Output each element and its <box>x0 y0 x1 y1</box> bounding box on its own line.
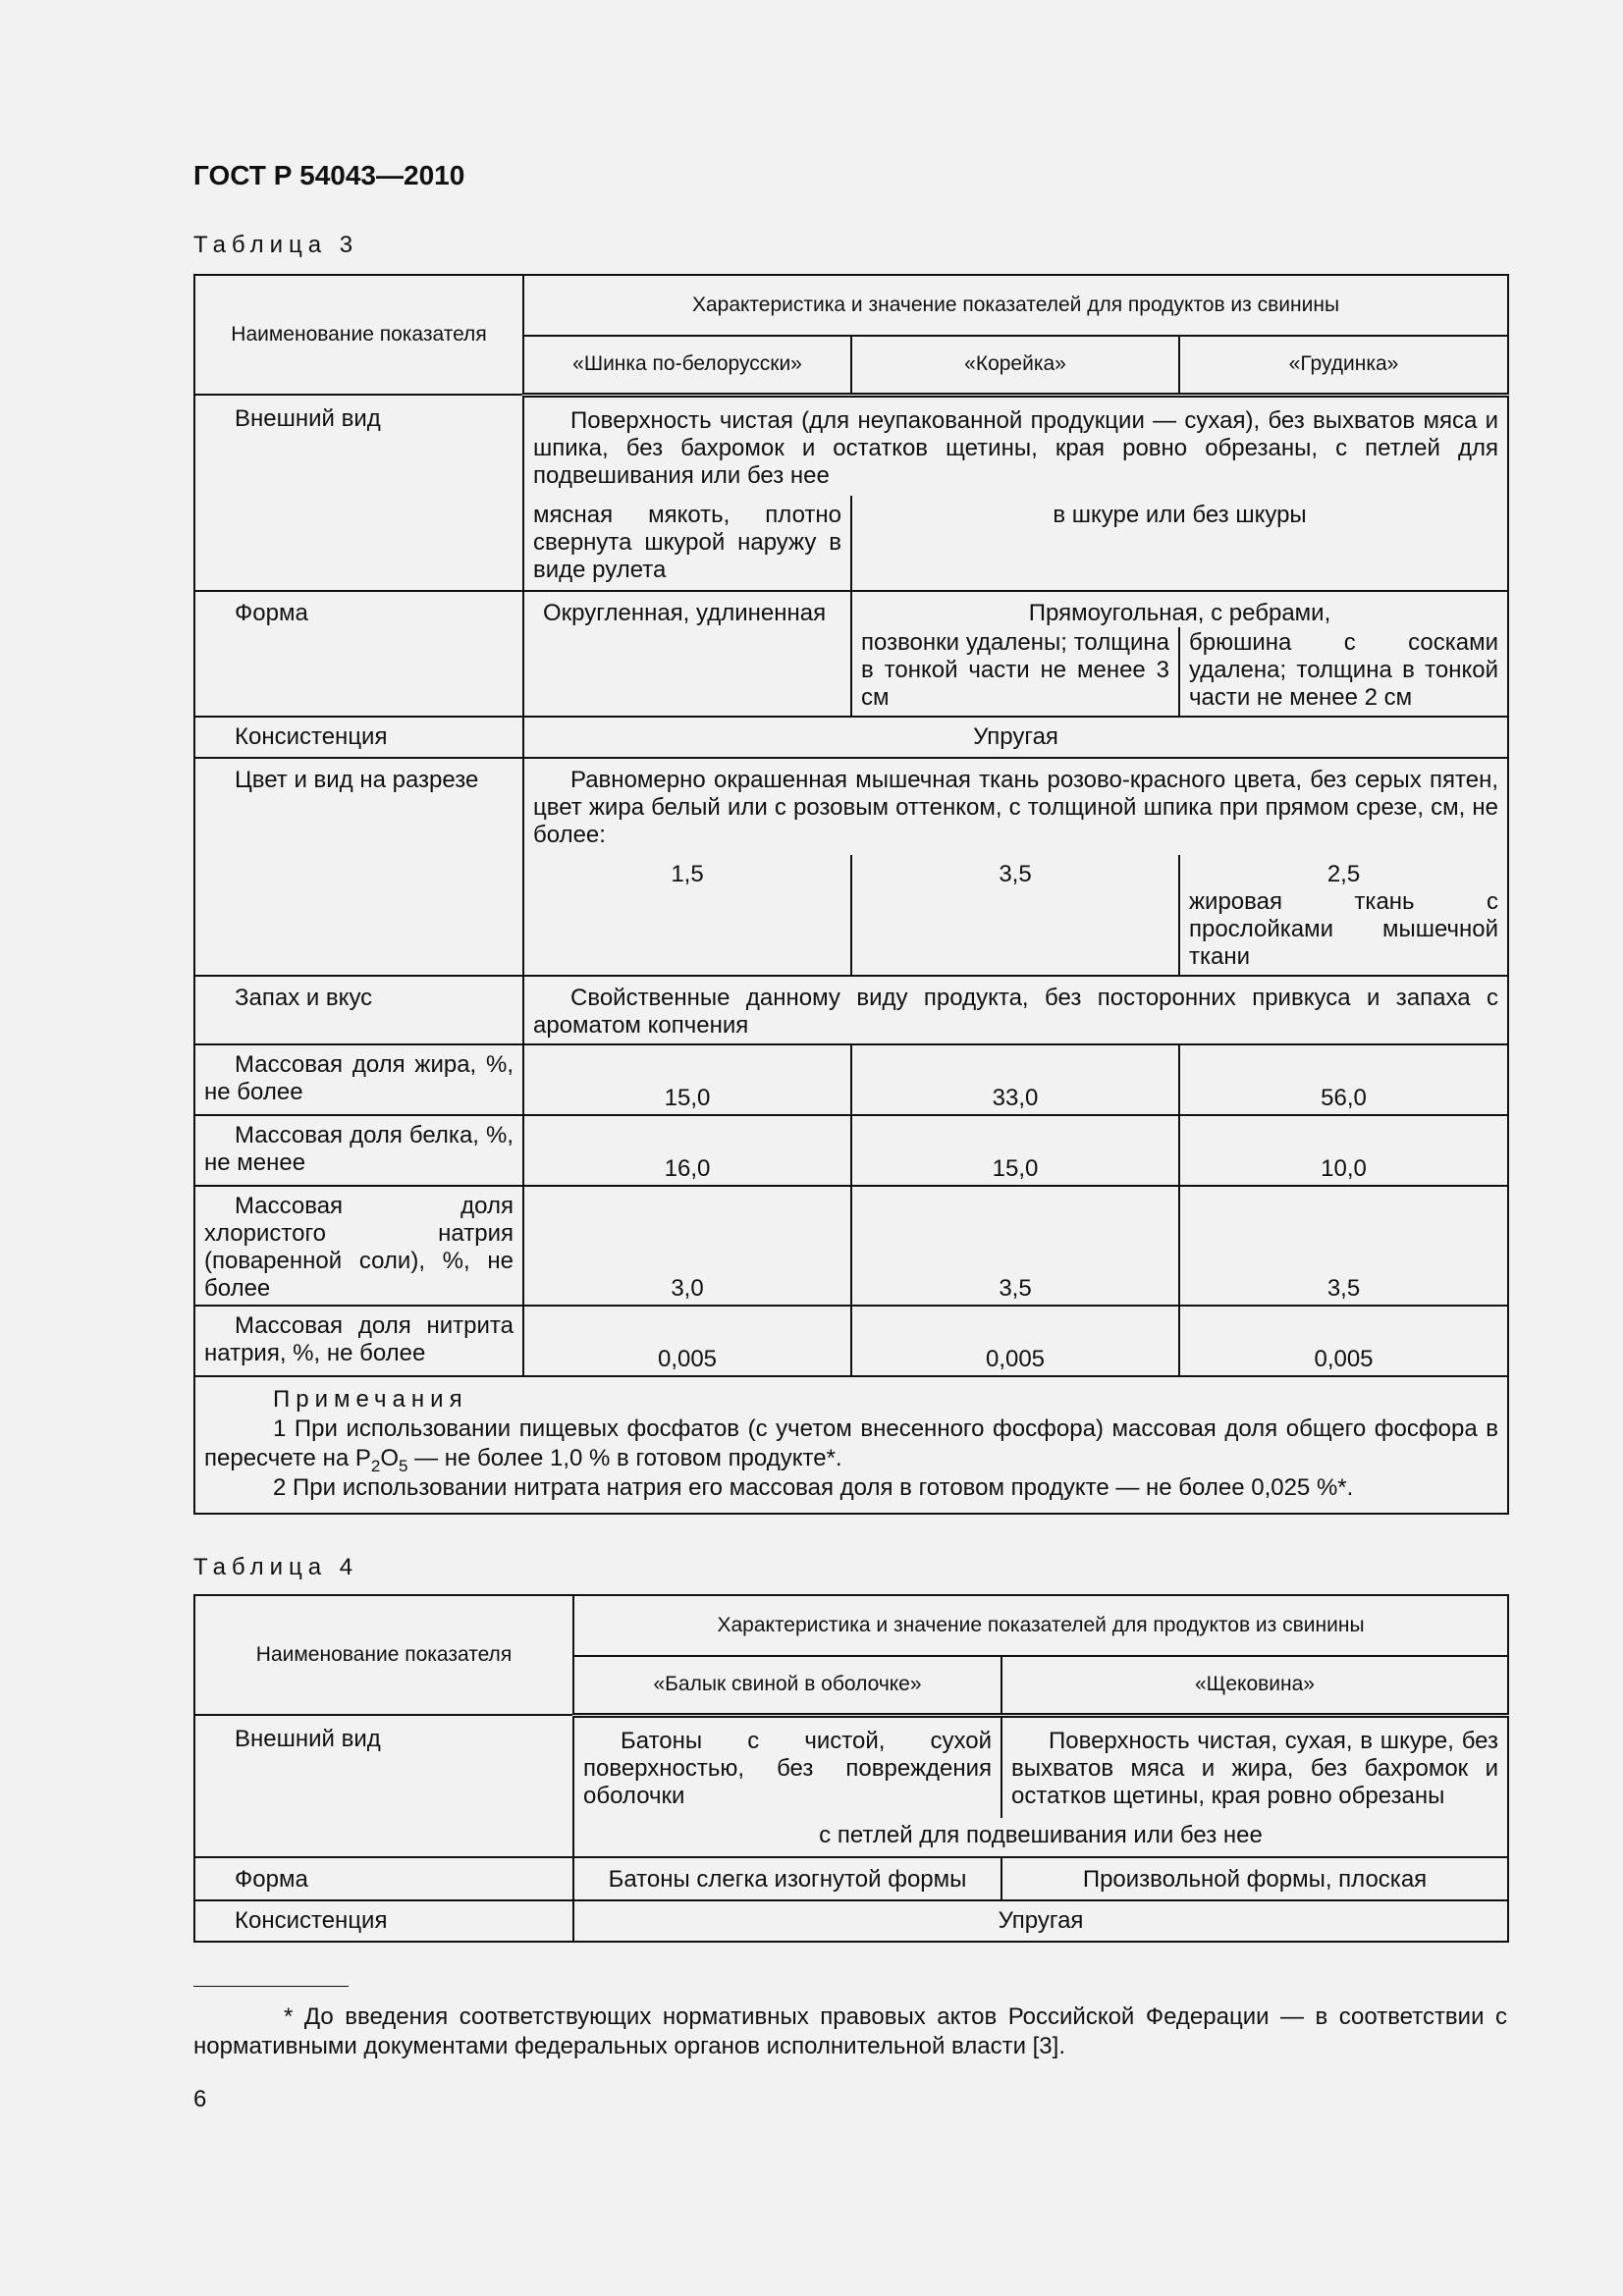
nitrite-col1: 0,005 <box>523 1306 851 1376</box>
table4-header-name: Наименование показателя <box>194 1595 573 1715</box>
table3-row-fat <box>194 1044 1508 1115</box>
row-label: Цвет и вид на разрезе <box>194 758 523 976</box>
table3-header-group: Характеристика и значение показателей для продуктов из свинины <box>523 275 1508 336</box>
table3-row-nitrite <box>194 1306 1508 1376</box>
table3-row-appearance <box>194 395 1508 496</box>
table3-row-salt <box>194 1186 1508 1306</box>
appearance-common: Поверхность чистая (для неупакованной продукции — сухая), без выхватов мяса и шпика, без бахромок и остатков щетины, края ровно обрезаны, с петлей для подвешивания или без нее <box>523 395 1508 496</box>
fat-col3: 56,0 <box>1179 1044 1508 1115</box>
table3-header-name: Наименование показателя <box>194 275 523 395</box>
t4-shape-col2: Произвольной формы, плоская <box>1001 1857 1508 1900</box>
footnote-divider <box>193 1986 349 1987</box>
row-label: Внешний вид <box>194 1715 573 1857</box>
table3-row-color <box>194 758 1508 855</box>
notes-title: Примечания <box>273 1385 468 1413</box>
table4-row-consistency <box>194 1900 1508 1942</box>
table3-header-col1: «Шинка по-белорусски» <box>523 336 851 395</box>
table3 <box>193 274 1509 1515</box>
nitrite-col3: 0,005 <box>1179 1306 1508 1376</box>
table4-caption: Таблица 4 <box>193 1554 359 1580</box>
t4-appearance-common: с петлей для подвешивания или без нее <box>573 1818 1508 1857</box>
color-col3-value: 2,5 <box>1326 860 1361 887</box>
row-label: Консистенция <box>194 717 523 758</box>
fat-col1: 15,0 <box>523 1044 851 1115</box>
shape-col3: брюшина с сосками удалена; толщина в тонкой части не менее 2 см <box>1179 627 1508 717</box>
table4 <box>193 1594 1509 1943</box>
salt-col2: 3,5 <box>851 1186 1179 1306</box>
nitrite-col2: 0,005 <box>851 1306 1179 1376</box>
table3-row-smell <box>194 976 1508 1044</box>
color-col3-note: жировая ткань с прослойками мышечной ткани <box>1189 887 1499 970</box>
table4-header-col2: «Щековина» <box>1001 1656 1508 1715</box>
table3-row-shape <box>194 591 1508 627</box>
t4-shape-col1: Батоны слегка изогнутой формы <box>573 1857 1001 1900</box>
consistency-value: Упругая <box>523 717 1508 758</box>
table4-header-col1: «Балык свиной в оболочке» <box>573 1656 1001 1715</box>
table4-row-appearance <box>194 1715 1508 1818</box>
note-1: 1 При использовании пищевых фосфатов (с учетом внесенного фосфора) массовая доля общего фосфора в пересчете на $P_2O_5$ — не более 1,0 % в готовом продукте*. <box>204 1415 1499 1475</box>
shape-col2: позвонки удалены; толщина в тонкой части не менее 3 см <box>851 627 1179 717</box>
table3-row-protein <box>194 1115 1508 1186</box>
appearance-col1: мясная мякоть, плотно свернута шкурой наружу в виде рулета <box>523 496 851 591</box>
row-label: Массовая доля жира, %, не более <box>194 1044 523 1115</box>
salt-col3: 3,5 <box>1179 1186 1508 1306</box>
row-label: Форма <box>194 1857 573 1900</box>
table3-header-col3: «Грудинка» <box>1179 336 1508 395</box>
row-label: Массовая доля белка, %, не менее <box>194 1115 523 1186</box>
color-col1: 1,5 <box>523 855 851 976</box>
color-common: Равномерно окрашенная мышечная ткань розово-красного цвета, без серых пятен, цвет жира белый или с розовым оттенком, с толщиной шпика при прямом срезе, см, не более: <box>523 758 1508 855</box>
table4-row-shape <box>194 1857 1508 1900</box>
row-label: Запах и вкус <box>194 976 523 1044</box>
appearance-col23: в шкуре или без шкуры <box>851 496 1508 591</box>
row-label: Массовая доля хлористого натрия (поваренной соли), %, не более <box>194 1186 523 1306</box>
protein-col2: 15,0 <box>851 1115 1179 1186</box>
footnote: * До введения соответствующих нормативных правовых актов Российской Федерации — в соответствии с нормативными документами федеральных органов исполнительной власти [3]. <box>193 2003 1507 2059</box>
smell-value: Свойственные данному виду продукта, без посторонних привкуса и запаха с ароматом копчения <box>523 976 1508 1044</box>
row-label: Внешний вид <box>194 395 523 591</box>
table3-header-col2: «Корейка» <box>851 336 1179 395</box>
table4-header-group: Характеристика и значение показателей для продуктов из свинины <box>573 1595 1508 1656</box>
table3-row-consistency <box>194 717 1508 758</box>
shape-col1: Округленная, удлиненная <box>523 591 851 717</box>
row-label: Консистенция <box>194 1900 573 1942</box>
t4-appearance-col1: Батоны с чистой, сухой поверхностью, без повреждения оболочки <box>573 1715 1001 1818</box>
row-label: Массовая доля нитрита натрия, %, не более <box>194 1306 523 1376</box>
protein-col1: 16,0 <box>523 1115 851 1186</box>
table3-notes-row <box>194 1376 1508 1514</box>
table3-caption: Таблица 3 <box>193 232 359 258</box>
protein-col3: 10,0 <box>1179 1115 1508 1186</box>
t4-consistency-value: Упругая <box>573 1900 1508 1942</box>
document-code: ГОСТ Р 54043—2010 <box>193 160 465 190</box>
t4-appearance-col2: Поверхность чистая, сухая, в шкуре, без выхватов мяса и жира, без бахромок и остатков щетины, края ровно обрезаны <box>1001 1715 1508 1818</box>
color-col3 <box>1179 855 1508 976</box>
row-label: Форма <box>194 591 523 717</box>
color-col2: 3,5 <box>851 855 1179 976</box>
shape-col23: Прямоугольная, с ребрами, <box>851 591 1508 627</box>
table3-notes <box>194 1376 1508 1514</box>
fat-col2: 33,0 <box>851 1044 1179 1115</box>
note-2: 2 При использовании нитрата натрия его массовая доля в готовом продукте — не более 0,025 %*. <box>273 1473 1354 1501</box>
salt-col1: 3,0 <box>523 1186 851 1306</box>
page-number: 6 <box>193 2086 207 2112</box>
